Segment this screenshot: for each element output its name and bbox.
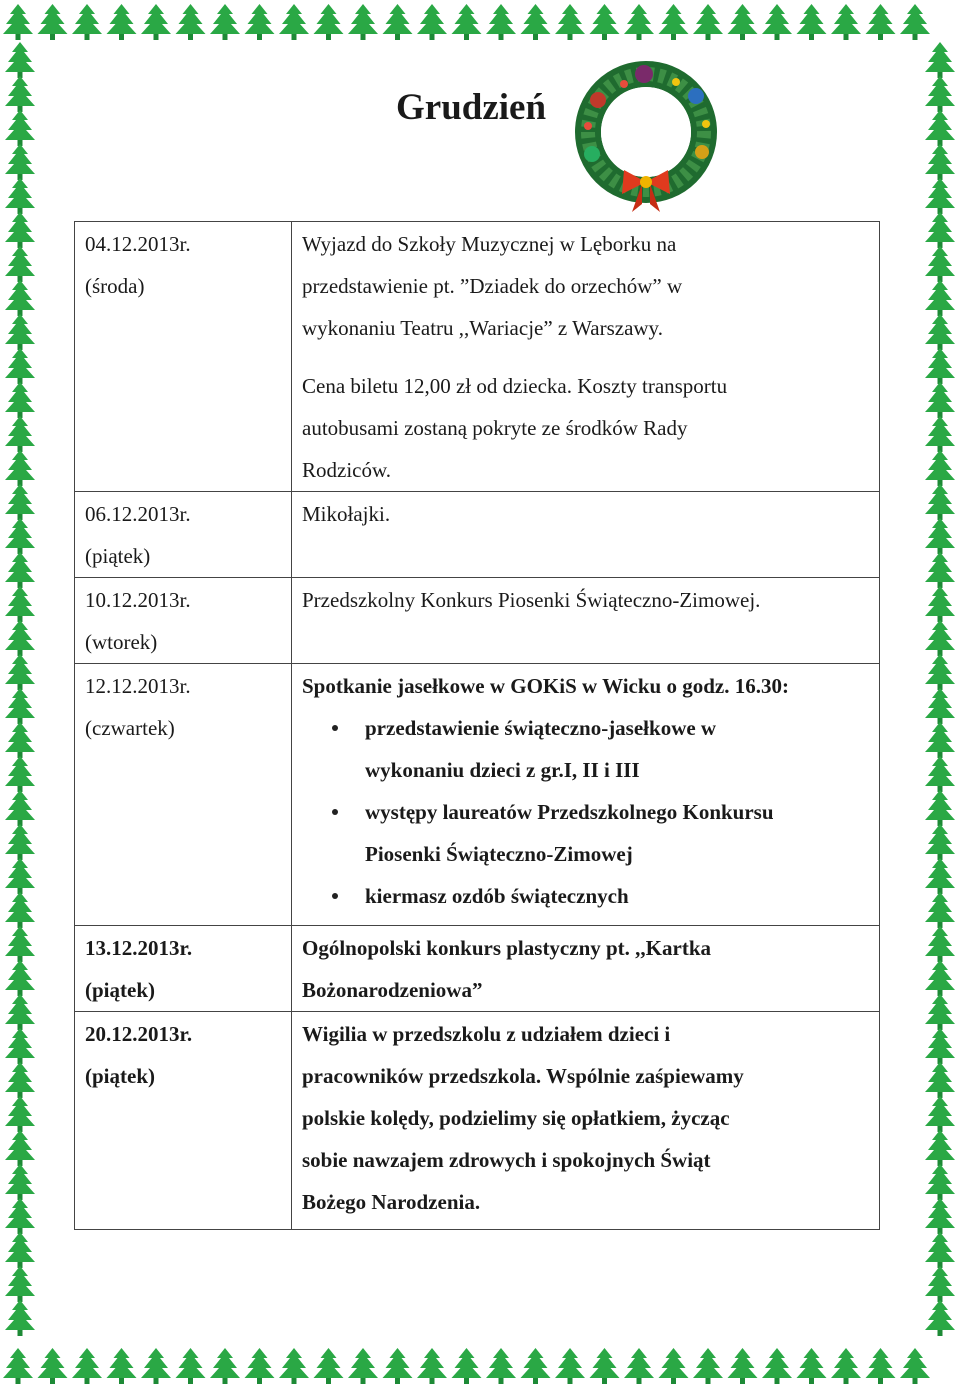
table-row: [75, 1012, 880, 1230]
event-text: Cena biletu 12,00 zł od dziecka. Koszty transportu: [302, 374, 728, 398]
tree-icon: [279, 4, 309, 40]
tree-icon: [728, 1348, 758, 1384]
tree-icon: [5, 76, 35, 112]
tree-icon: [866, 1348, 896, 1384]
table-row: [75, 664, 880, 926]
table-row: [75, 926, 880, 1012]
event-day: (piątek): [85, 1064, 155, 1088]
tree-icon: [925, 552, 955, 588]
tree-icon: [5, 416, 35, 452]
tree-icon: [5, 552, 35, 588]
page-title: Grudzień: [396, 87, 547, 128]
tree-icon: [38, 4, 68, 40]
tree-icon: [5, 688, 35, 724]
tree-icon: [900, 1348, 930, 1384]
tree-icon: [5, 790, 35, 826]
tree-icon: [521, 4, 551, 40]
tree-icon: [210, 4, 240, 40]
tree-icon: [925, 42, 955, 78]
tree-icon: [5, 858, 35, 894]
event-text: sobie nawzajem zdrowych i spokojnych Świąt: [302, 1148, 711, 1172]
tree-icon: [925, 688, 955, 724]
event-text: wykonaniu Teatru ,,Wariacje” z Warszawy.: [302, 316, 663, 340]
tree-icon: [925, 620, 955, 656]
date-cell: [75, 222, 292, 492]
tree-icon: [925, 1028, 955, 1064]
tree-icon: [866, 4, 896, 40]
tree-icon: [925, 1164, 955, 1200]
tree-icon: [797, 1348, 827, 1384]
tree-icon: [383, 1348, 413, 1384]
date-cell: [75, 926, 292, 1012]
description-cell: [292, 664, 880, 926]
tree-icon: [141, 4, 171, 40]
event-text: przedstawienie pt. ”Dziadek do orzechów” w: [302, 274, 683, 298]
tree-icon: [314, 4, 344, 40]
event-text: Bożego Narodzenia.: [302, 1190, 481, 1214]
list-item: przedstawienie świąteczno-jasełkowe w wykonaniu dzieci z gr.I, II i III: [326, 707, 873, 791]
tree-icon: [925, 790, 955, 826]
event-day: (czwartek): [85, 716, 175, 740]
tree-icon: [3, 1348, 33, 1384]
tree-icon: [925, 1300, 955, 1336]
tree-icon: [831, 4, 861, 40]
tree-icon: [693, 1348, 723, 1384]
tree-icon: [486, 4, 516, 40]
tree-icon: [417, 4, 447, 40]
table-row: [75, 222, 880, 492]
tree-icon: [5, 1232, 35, 1268]
tree-icon: [383, 4, 413, 40]
tree-icon: [107, 1348, 137, 1384]
tree-icon: [797, 4, 827, 40]
event-day: (wtorek): [85, 630, 158, 654]
tree-icon: [590, 1348, 620, 1384]
date-cell: [75, 492, 292, 578]
tree-icon: [5, 926, 35, 962]
tree-icon: [176, 4, 206, 40]
table-row: [75, 492, 880, 578]
event-text: autobusami zostaną pokryte ze środków Rady: [302, 416, 688, 440]
tree-icon: [659, 1348, 689, 1384]
tree-icon: [925, 212, 955, 248]
date-cell: [75, 578, 292, 664]
tree-icon: [555, 4, 585, 40]
tree-icon: [5, 212, 35, 248]
tree-icon: [245, 1348, 275, 1384]
event-day: (piątek): [85, 978, 155, 1002]
tree-icon: [210, 1348, 240, 1384]
tree-icon: [925, 756, 955, 792]
tree-icon: [5, 42, 35, 78]
tree-icon: [452, 1348, 482, 1384]
tree-icon: [925, 280, 955, 316]
christmas-wreath-icon: [566, 54, 726, 216]
tree-icon: [925, 246, 955, 282]
tree-icon: [314, 1348, 344, 1384]
tree-icon: [5, 1062, 35, 1098]
tree-icon: [925, 994, 955, 1030]
event-date: 13.12.2013r.: [85, 936, 193, 960]
event-text: Wigilia w przedszkolu z udziałem dzieci i: [302, 1022, 671, 1046]
tree-icon: [925, 178, 955, 214]
tree-icon: [5, 1266, 35, 1302]
event-text: Ogólnopolski konkurs plastyczny pt. ,,Kartka: [302, 936, 712, 960]
tree-icon: [624, 1348, 654, 1384]
tree-icon: [5, 1164, 35, 1200]
event-date: 06.12.2013r.: [85, 502, 191, 526]
tree-icon: [176, 1348, 206, 1384]
tree-icon: [5, 756, 35, 792]
description-cell: [292, 578, 880, 664]
tree-icon: [452, 4, 482, 40]
tree-icon: [925, 518, 955, 554]
tree-icon: [5, 280, 35, 316]
tree-icon: [925, 314, 955, 350]
tree-icon: [5, 1300, 35, 1336]
event-day: (piątek): [85, 544, 151, 568]
tree-icon: [5, 1130, 35, 1166]
event-text: Przedszkolny Konkurs Piosenki Świąteczno-Zimowej.: [302, 588, 761, 612]
tree-icon: [5, 824, 35, 860]
tree-icon: [5, 450, 35, 486]
tree-icon: [3, 4, 33, 40]
tree-icon: [72, 1348, 102, 1384]
tree-icon: [5, 722, 35, 758]
tree-icon: [279, 1348, 309, 1384]
event-text: Spotkanie jasełkowe w GOKiS w Wicku o godz. 16.30:: [302, 674, 789, 698]
tree-icon: [925, 858, 955, 894]
tree-icon: [925, 722, 955, 758]
schedule-table: [74, 221, 880, 1230]
tree-icon: [417, 1348, 447, 1384]
tree-icon: [5, 348, 35, 384]
tree-icon: [348, 1348, 378, 1384]
tree-icon: [5, 994, 35, 1030]
tree-icon: [659, 4, 689, 40]
tree-icon: [38, 1348, 68, 1384]
description-cell: [292, 926, 880, 1012]
tree-icon: [925, 416, 955, 452]
tree-icon: [925, 450, 955, 486]
tree-icon: [521, 1348, 551, 1384]
tree-icon: [762, 4, 792, 40]
tree-icon: [925, 1062, 955, 1098]
tree-icon: [5, 246, 35, 282]
tree-icon: [624, 4, 654, 40]
tree-icon: [5, 620, 35, 656]
event-text: polskie kolędy, podzielimy się opłatkiem, życząc: [302, 1106, 730, 1130]
tree-icon: [925, 586, 955, 622]
tree-icon: [348, 4, 378, 40]
tree-icon: [762, 1348, 792, 1384]
table-row: [75, 578, 880, 664]
tree-icon: [925, 892, 955, 928]
tree-icon: [925, 654, 955, 690]
tree-icon: [5, 314, 35, 350]
tree-icon: [925, 144, 955, 180]
tree-icon: [925, 926, 955, 962]
description-cell: [292, 1012, 880, 1230]
tree-icon: [5, 960, 35, 996]
event-text: Rodziców.: [302, 458, 392, 482]
tree-icon: [925, 1130, 955, 1166]
tree-icon: [925, 348, 955, 384]
tree-icon: [5, 1198, 35, 1234]
tree-icon: [925, 824, 955, 860]
tree-icon: [141, 1348, 171, 1384]
tree-icon: [486, 1348, 516, 1384]
event-text: Wyjazd do Szkoły Muzycznej w Lęborku na: [302, 232, 677, 256]
tree-icon: [5, 1096, 35, 1132]
tree-icon: [72, 4, 102, 40]
tree-icon: [5, 178, 35, 214]
event-text: pracowników przedszkola. Wspólnie zaśpiewamy: [302, 1064, 744, 1088]
tree-icon: [925, 484, 955, 520]
tree-icon: [925, 382, 955, 418]
event-text: Mikołajki.: [302, 502, 391, 526]
tree-icon: [5, 382, 35, 418]
tree-icon: [693, 4, 723, 40]
tree-icon: [728, 4, 758, 40]
event-date: 10.12.2013r.: [85, 588, 191, 612]
event-date: 12.12.2013r.: [85, 674, 191, 698]
event-text: Bożonarodzeniowa”: [302, 978, 483, 1002]
list-item: kiermasz ozdób świątecznych: [326, 875, 873, 917]
tree-icon: [5, 654, 35, 690]
date-cell: [75, 664, 292, 926]
tree-icon: [5, 484, 35, 520]
tree-icon: [925, 1198, 955, 1234]
bullet-list: [302, 707, 873, 917]
tree-icon: [5, 110, 35, 146]
tree-icon: [5, 518, 35, 554]
event-day: (środa): [85, 274, 145, 298]
tree-icon: [925, 110, 955, 146]
tree-icon: [5, 892, 35, 928]
tree-icon: [925, 1232, 955, 1268]
list-item: występy laureatów Przedszkolnego Konkursu Piosenki Świąteczno-Zimowej: [326, 791, 873, 875]
tree-icon: [831, 1348, 861, 1384]
tree-icon: [900, 4, 930, 40]
date-cell: [75, 1012, 292, 1230]
tree-icon: [107, 4, 137, 40]
tree-icon: [245, 4, 275, 40]
description-cell: [292, 222, 880, 492]
tree-icon: [5, 586, 35, 622]
event-date: 20.12.2013r.: [85, 1022, 193, 1046]
tree-icon: [5, 144, 35, 180]
description-cell: [292, 492, 880, 578]
tree-icon: [5, 1028, 35, 1064]
tree-icon: [590, 4, 620, 40]
tree-icon: [925, 76, 955, 112]
tree-icon: [925, 960, 955, 996]
event-date: 04.12.2013r.: [85, 232, 191, 256]
tree-icon: [925, 1096, 955, 1132]
tree-icon: [555, 1348, 585, 1384]
tree-icon: [925, 1266, 955, 1302]
